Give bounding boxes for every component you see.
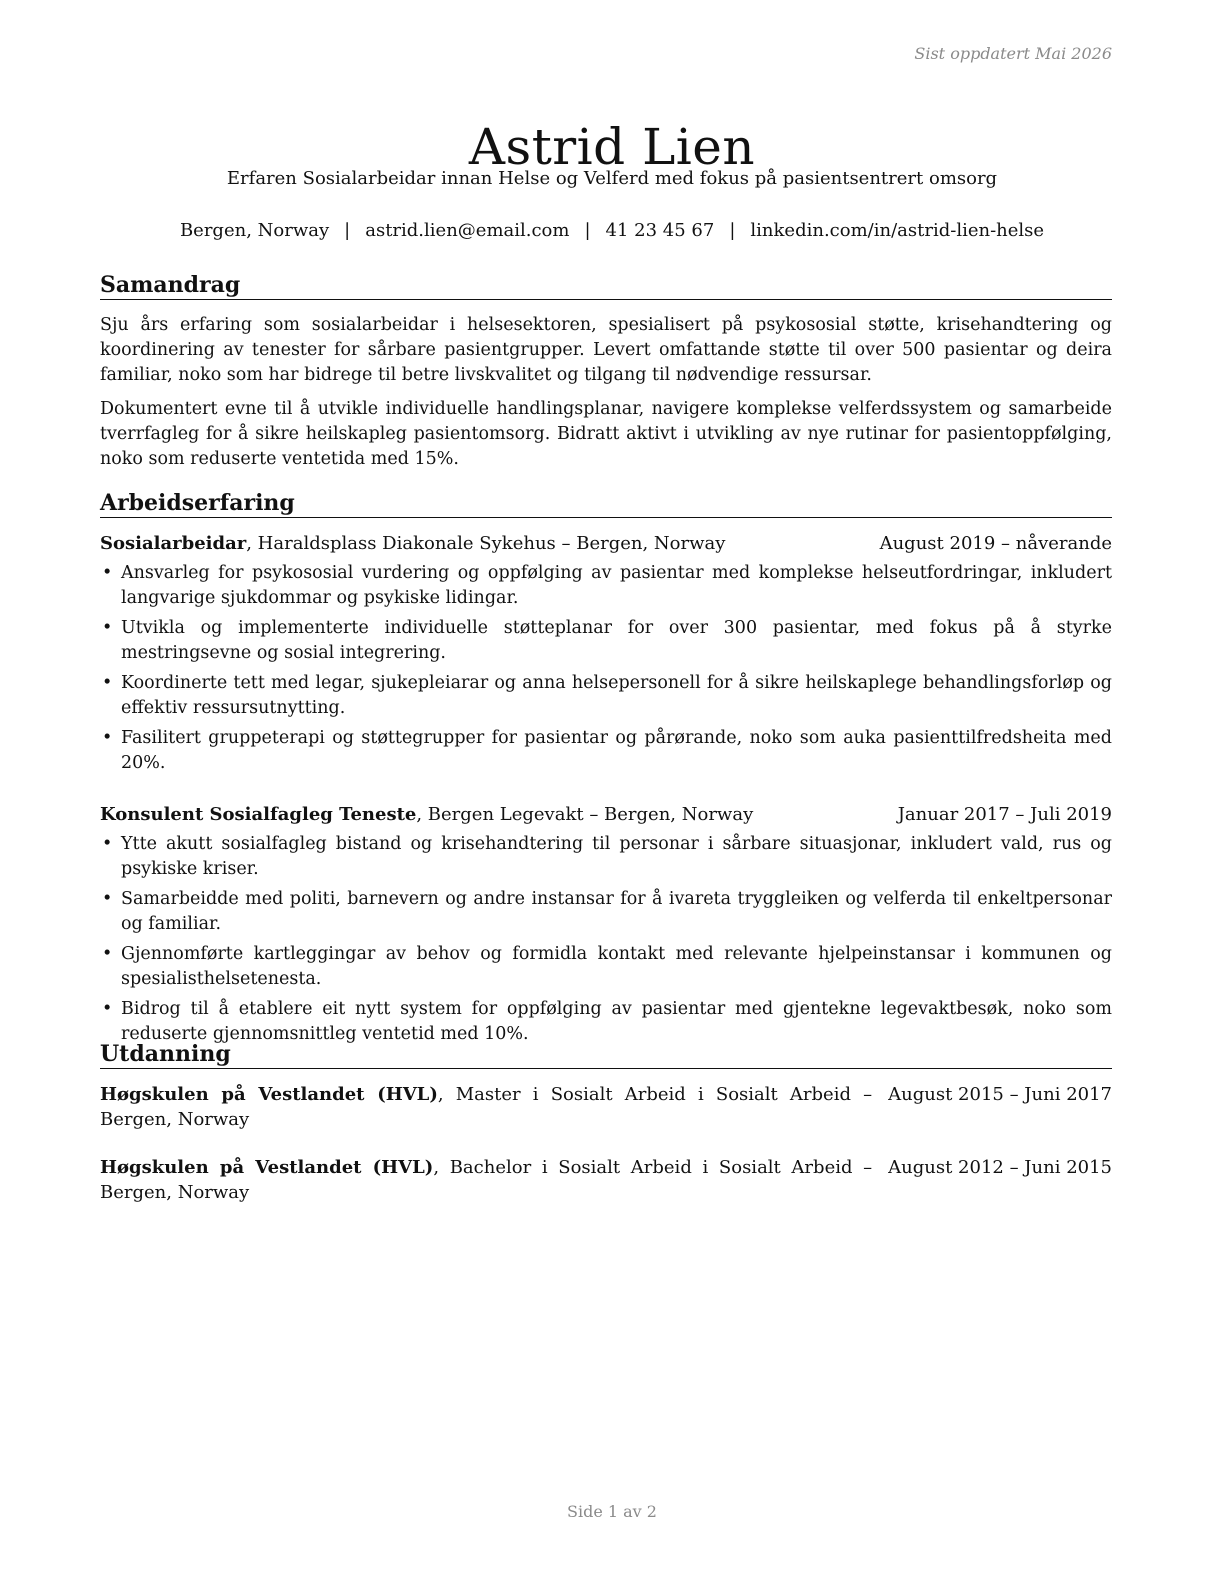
job-header	[100, 531, 1112, 556]
bullet-text: Utvikla og implementerte individuelle støtteplanar for over 300 pasientar, med fokus på å styrke mestringsevne og sosial integrering.	[121, 618, 1112, 663]
job-organization: , Bergen Legevakt – Bergen, Norway	[416, 804, 754, 825]
job-dates: August 2019 – nåverande	[879, 533, 1112, 554]
bullet-icon: •	[102, 889, 113, 909]
contact-linkedin[interactable]: linkedin.com/in/astrid-lien-helse	[750, 220, 1045, 241]
job-title-line	[100, 531, 880, 556]
education-school: Høgskulen på Vestlandet (HVL)	[100, 1084, 438, 1105]
job-header	[100, 802, 1112, 827]
education-heading: Utdanning	[100, 1041, 1112, 1069]
list-item	[100, 942, 1112, 992]
list-item	[100, 832, 1112, 882]
summary-heading: Samandrag	[100, 272, 1112, 300]
contact-separator: |	[344, 220, 351, 241]
education-title-line	[100, 1082, 888, 1132]
contact-line	[0, 220, 1224, 241]
education-detail: , Bachelor i Sosialt Arbeid i Sosialt Arbeid – Bergen, Norway	[100, 1157, 873, 1203]
bullet-text: Fasilitert gruppeterapi og støttegrupper for pasientar og pårørande, noko som auka pasienttilfredsheita med 20%.	[121, 728, 1112, 773]
education-school: Høgskulen på Vestlandet (HVL)	[100, 1157, 434, 1178]
list-item	[100, 616, 1112, 666]
list-item	[100, 997, 1112, 1047]
summary-paragraph: Sju års erfaring som sosialarbeidar i helsesektoren, spesialisert på psykososial støtte, krisehandtering og koordinering av tenester for sårbare pasientgrupper. Levert omfattande støtte til over 500 pasientar og deira familiar, noko som har bidrege til betre livskvalitet og tilgang til nødvendige ressursar.	[100, 315, 1112, 385]
education-dates: August 2015 – Juni 2017	[888, 1084, 1112, 1105]
education-entry	[100, 1082, 1112, 1132]
list-item	[100, 726, 1112, 776]
contact-phone: 41 23 45 67	[605, 220, 715, 241]
last-updated-note: Sist oppdatert Mai 2026	[914, 44, 1112, 63]
bullet-text: Koordinerte tett med legar, sjukepleiarar og anna helsepersonell for å sikre heilskaplege behandlingsforløp og effektiv ressursutnytting.	[121, 673, 1112, 718]
list-item	[100, 561, 1112, 611]
work-experience-section	[100, 490, 1112, 1047]
bullet-icon: •	[102, 673, 113, 693]
job-dates: Januar 2017 – Juli 2019	[897, 804, 1112, 825]
contact-email[interactable]: astrid.lien@email.com	[365, 220, 570, 241]
bullet-text: Bidrog til å etablere eit nytt system for oppfølging av pasientar med gjentekne legevaktbesøk, noko som reduserte gjennomsnittleg ventetid med 10%.	[121, 999, 1112, 1044]
bullet-text: Samarbeidde med politi, barnevern og andre instansar for å ivareta tryggleiken og velferda til enkeltpersonar og familiar.	[121, 889, 1112, 934]
page-number: Side 1 av 2	[567, 1502, 657, 1521]
job-role: Konsulent Sosialfagleg Teneste	[100, 804, 417, 825]
list-item	[100, 887, 1112, 937]
education-detail: , Master i Sosialt Arbeid i Sosialt Arbeid – Bergen, Norway	[100, 1084, 873, 1130]
education-title-line	[100, 1155, 888, 1205]
bullet-icon: •	[102, 728, 113, 748]
contact-separator: |	[729, 220, 736, 241]
candidate-name: Astrid Lien	[468, 117, 756, 176]
work-experience-heading: Arbeidserfaring	[100, 490, 1112, 518]
bullet-icon: •	[102, 944, 113, 964]
job-entry	[100, 802, 1112, 1047]
bullet-icon: •	[102, 834, 113, 854]
job-role: Sosialarbeidar	[100, 533, 247, 554]
bullet-text: Gjennomførte kartleggingar av behov og formidla kontakt med relevante hjelpeinstansar i kommunen og spesialisthelsetenesta.	[121, 944, 1112, 989]
job-organization: , Haraldsplass Diakonale Sykehus – Bergen, Norway	[246, 533, 726, 554]
contact-separator: |	[584, 220, 591, 241]
job-bullets	[100, 561, 1112, 776]
contact-location: Bergen, Norway	[179, 220, 330, 241]
bullet-icon: •	[102, 618, 113, 638]
summary-paragraph: Dokumentert evne til å utvikle individuelle handlingsplanar, navigere komplekse velferdssystem og samarbeide tverrfagleg for å sikre heilskapleg pasientomsorg. Bidratt aktivt i utvikling av nye rutinar for pasientoppfølging, noko som reduserte ventetida med 15%.	[100, 399, 1112, 469]
bullet-icon: •	[102, 999, 113, 1019]
summary-section	[100, 272, 1112, 472]
bullet-icon: •	[102, 563, 113, 583]
bullet-text: Ytte akutt sosialfagleg bistand og krisehandtering til personar i sårbare situasjonar, inkludert vald, rus og psykiske kriser.	[121, 834, 1112, 879]
education-entry	[100, 1155, 1112, 1205]
professional-headline: Erfaren Sosialarbeidar innan Helse og Velferd med fokus på pasientsentrert omsorg	[226, 168, 998, 189]
education-dates: August 2012 – Juni 2015	[888, 1157, 1112, 1178]
job-bullets	[100, 832, 1112, 1047]
bullet-text: Ansvarleg for psykososial vurdering og oppfølging av pasientar med komplekse helseutfordringar, inkludert langvarige sjukdommar og psykiske lidingar.	[121, 563, 1112, 608]
job-title-line	[100, 802, 898, 827]
list-item	[100, 671, 1112, 721]
education-section	[100, 1041, 1112, 1205]
job-entry	[100, 531, 1112, 776]
